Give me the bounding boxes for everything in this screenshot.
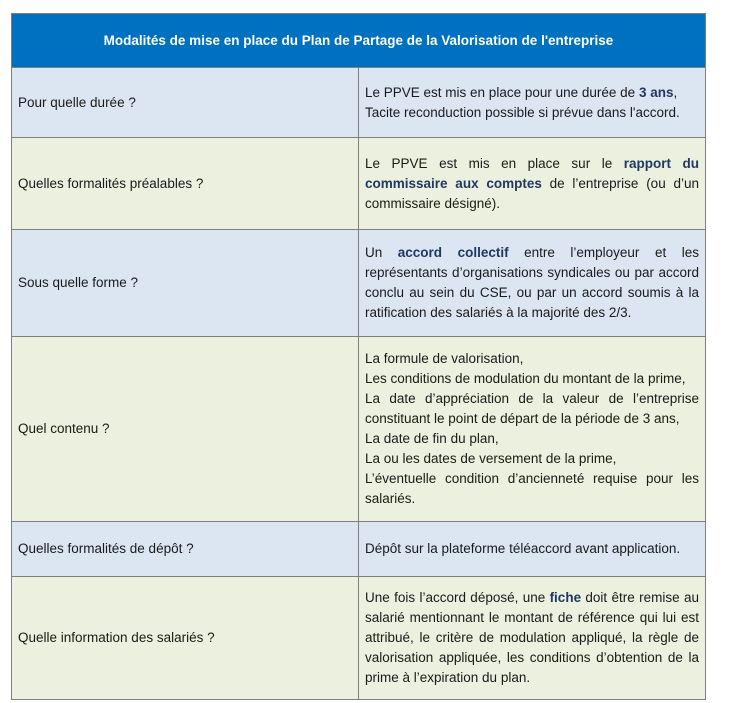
row-answer bbox=[359, 138, 706, 230]
answer-line: L’éventuelle condition d’ancienneté requise pour les salariés. bbox=[365, 471, 699, 506]
row-answer bbox=[359, 337, 706, 522]
answer-line: Le PPVE est mis en place pour une durée de 3 ans, bbox=[365, 84, 678, 100]
answer-line: Une fois l’accord déposé, une fiche doit être remise au salarié mentionnant le montant de référence qui lui est attribué, le critère de modulation appliqué, la règle de valorisation appliquée, les conditions d’obtention de la prime à l’expiration du plan. bbox=[365, 590, 699, 685]
table-row bbox=[12, 337, 706, 522]
row-answer bbox=[359, 577, 706, 700]
answer-line: Dépôt sur la plateforme téléaccord avant application. bbox=[365, 541, 681, 556]
table-row bbox=[12, 230, 706, 337]
row-question: Pour quelle durée ? bbox=[12, 68, 359, 138]
answer-line: La date d’appréciation de la valeur de l’entreprise constituant le point de départ de la période de 3 ans, bbox=[365, 391, 699, 426]
answer-line: Tacite reconduction possible si prévue dans l'accord. bbox=[365, 104, 680, 120]
table-title: Modalités de mise en place du Plan de Partage de la Valorisation de l'entreprise bbox=[12, 14, 706, 68]
answer-line: Les conditions de modulation du montant de la prime, bbox=[365, 371, 686, 386]
row-question: Sous quelle forme ? bbox=[12, 230, 359, 337]
answer-line: La formule de valorisation, bbox=[365, 351, 524, 366]
answer-line: La date de fin du plan, bbox=[365, 431, 499, 446]
highlight-text: fiche bbox=[549, 590, 582, 605]
highlight-text: rapport du commissaire aux comptes bbox=[365, 155, 699, 191]
row-question: Quel contenu ? bbox=[12, 337, 359, 522]
table-row bbox=[12, 68, 706, 138]
table-row bbox=[12, 522, 706, 577]
answer-line: Le PPVE est mis en place sur le rapport du commissaire aux comptes de l’entreprise (ou d’un commissaire désigné). bbox=[365, 155, 699, 211]
row-question: Quelles formalités de dépôt ? bbox=[12, 522, 359, 577]
ppve-table bbox=[11, 13, 706, 700]
row-answer bbox=[359, 522, 706, 577]
highlight-text: accord collectif bbox=[397, 245, 509, 260]
highlight-text: 3 ans bbox=[638, 84, 674, 100]
table-row bbox=[12, 577, 706, 700]
table-body bbox=[12, 68, 706, 700]
table-row bbox=[12, 138, 706, 230]
row-answer bbox=[359, 230, 706, 337]
row-question: Quelles formalités préalables ? bbox=[12, 138, 359, 230]
row-question: Quelle information des salariés ? bbox=[12, 577, 359, 700]
answer-line: La ou les dates de versement de la prime, bbox=[365, 451, 617, 466]
answer-line: Un accord collectif entre l’employeur et les représentants d’organisations syndicales ou par accord conclu au sein du CSE, ou par un accord soumis à la ratification des salariés à la majorité des 2/3. bbox=[365, 245, 699, 320]
row-answer bbox=[359, 68, 706, 138]
